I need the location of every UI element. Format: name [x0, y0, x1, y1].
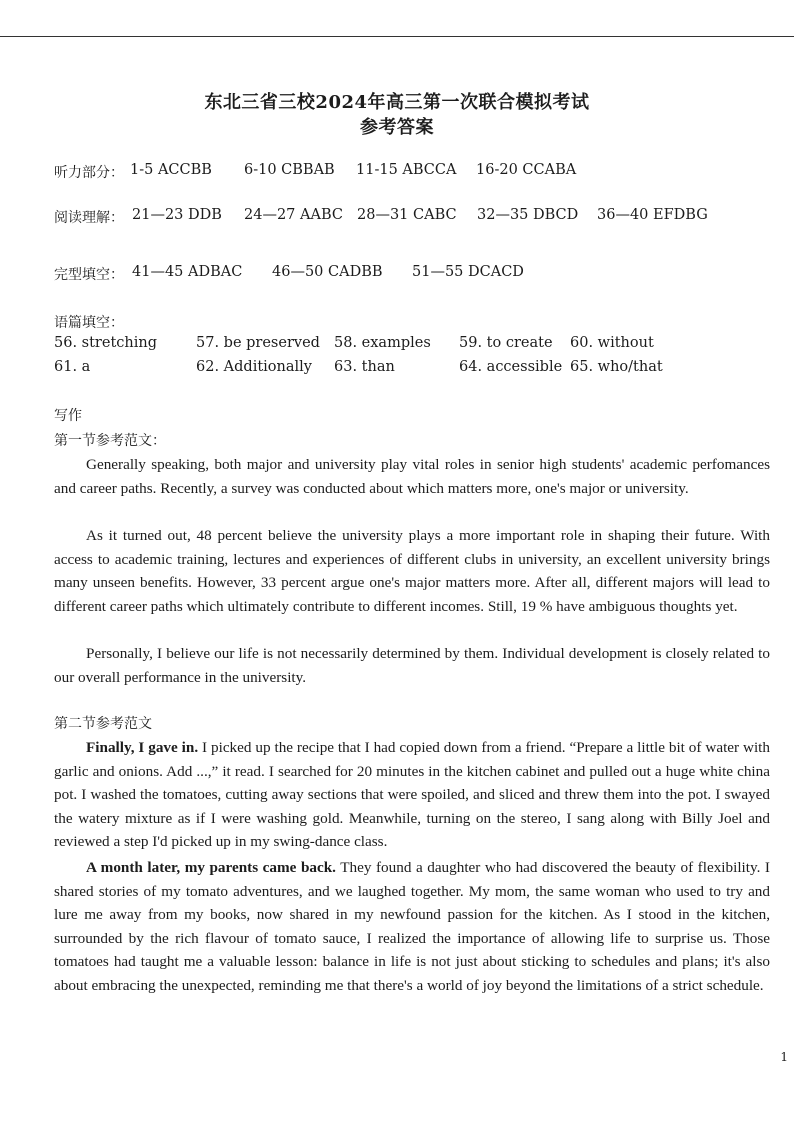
page-number: 1 [780, 1050, 788, 1064]
essay-paragraph [54, 736, 770, 854]
answer-group: 21—23 DDB [132, 207, 222, 223]
answer-group: 46—50 CADBB [272, 264, 383, 280]
answer-group: 32—35 DBCD [477, 207, 579, 223]
answer-group: 11-15 ABCCA [356, 162, 457, 178]
answer-group: 51—55 DCACD [412, 264, 524, 280]
paragraph-lead: A month later, my parents came back. [86, 859, 336, 876]
answer-item: 62. Additionally [196, 359, 312, 375]
answer-group: 16-20 CCABA [476, 162, 577, 178]
essay-paragraph: Generally speaking, both major and university play vital roles in senior high students' academic perfomances and career paths. Recently, a survey was conducted about which matters more, one's major or university. [54, 456, 770, 497]
answer-item: 57. be preserved [196, 335, 320, 351]
listening-label: 听力部分： [54, 165, 124, 181]
paragraph-body: I picked up the recipe that I had copied down from a friend. “Prepare a little bit of water with garlic and onions. Add ...,” it read. I searched for 20 minutes in the kitchen cabinet and pulled out a huge white china pot. I washed the tomatoes, cutting away sections that were spoiled, and sliced and threw them into the pot. I swayed the watery mixture as if I were washing gold. Meanwhile, turning on the stereo, I sang along with Billy Joel and reviewed a step I'd picked up in my swing-dance class. [54, 739, 770, 851]
answer-group: 24—27 AABC [244, 207, 343, 223]
answer-item: 59. to create [459, 335, 553, 351]
answer-group: 41—45 ADBAC [132, 264, 243, 280]
answer-item: 58. examples [334, 335, 431, 351]
top-rule [0, 36, 794, 37]
section2-heading: 第二节参考范文 [54, 716, 152, 732]
page-title: 东北三省三校2024年高三第一次联合模拟考试 [204, 92, 590, 113]
answer-item: 61. a [54, 359, 91, 375]
grammar-label: 语篇填空： [54, 315, 124, 331]
essay-paragraph: As it turned out, 48 percent believe the university plays a more important role in shaping their future. With access to academic training, lectures and experiences of different clubs in university, an excellent university brings many unseen benefits. However, 33 percent argue one's major matters more. After all, different majors will lead to different career paths which ultimately contribute to different incomes. Still, 19 % have ambiguous thoughts yet. [54, 527, 770, 615]
answer-group: 28—31 CABC [357, 207, 457, 223]
answer-item: 63. than [334, 359, 395, 375]
answer-group: 1-5 ACCBB [130, 162, 212, 178]
answer-item: 65. who/that [570, 359, 663, 375]
cloze-label: 完型填空： [54, 267, 124, 283]
page-subtitle: 参考答案 [360, 117, 434, 138]
answer-item: 56. stretching [54, 335, 157, 351]
answer-group: 36—40 EFDBG [597, 207, 708, 223]
paragraph-body: They found a daughter who had discovered the beauty of flexibility. I shared stories of my tomato adventures, and we laughed together. My mom, the same woman who used to try and lure me away from my books, now shared in my newfound passion for the kitchen. As I stood in the kitchen, surrounded by the rich flavour of tomato sauce, I realized the importance of allowing life to surprise us. Those tomatoes had taught me a valuable lesson: balance in life is not just about sticking to schedules and plans; it's also about embracing the unexpected, reminding me that there's a world of joy beyond the limitations of a strict schedule. [54, 859, 770, 994]
answer-group: 6-10 CBBAB [244, 162, 335, 178]
essay-paragraph [54, 856, 770, 998]
answer-item: 60. without [570, 335, 654, 351]
writing-heading: 写作 [54, 408, 82, 424]
answer-item: 64. accessible [459, 359, 563, 375]
paragraph-lead: Finally, I gave in. [86, 739, 199, 756]
reading-label: 阅读理解： [54, 210, 124, 226]
essay-paragraph: Personally, I believe our life is not necessarily determined by them. Individual development is closely related to our overall performance in the university. [54, 645, 770, 686]
section1-heading: 第一节参考范文： [54, 433, 166, 449]
